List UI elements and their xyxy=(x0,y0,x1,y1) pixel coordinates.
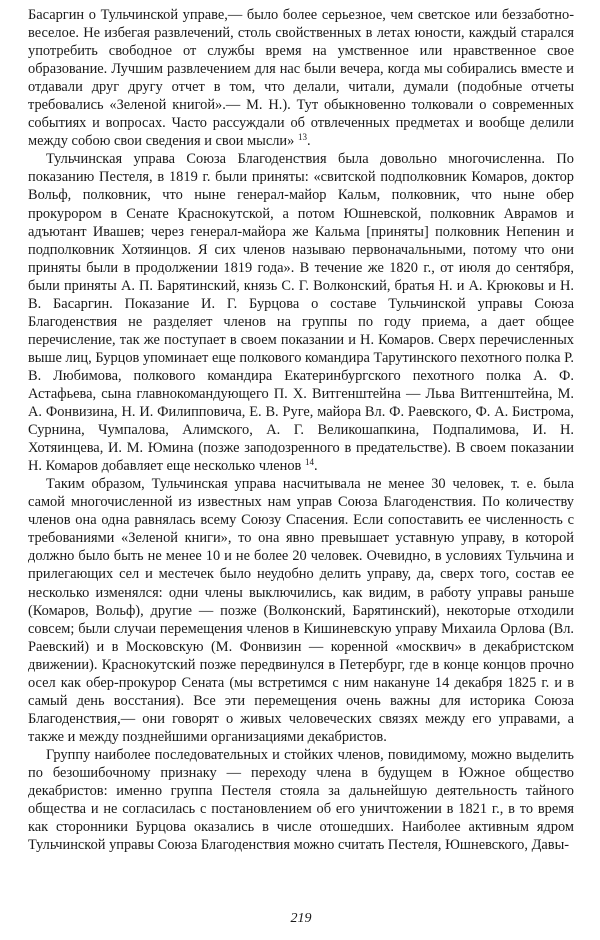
document-page xyxy=(28,6,574,934)
paragraph-text: Тульчинская управа Союза Благоденствия была довольно многочисленна. По показанию Пестеля, в 1819 г. были приняты: «свитской подполковник Комаров, доктор Вольф, полковник, что ныне генерал-майор Кальм, полковник, что ныне обер прокурором в Сенате Краснокутской, а потом Юшневской, полковник Аврамов и адъютант Ивашев; через генерал-майора же Кальма [приняты] полковник Непенин и подполковник Хотяинцов. Я сих членов называю первоначальными, потому что они приняты были в продолжении 1819 года». В течение же 1820 г., от июля до сентября, были приняты А. П. Барятинский, князь С. Г. Волконский, братья Н. и А. Крюковы и Н. В. Басаргин. Показание И. Г. Бурцова о составе Тульчинской управы Союза Благоденствия не разделяет членов на группы по году приема, а дает общее перечисление, так же поступает в своем показании и Н. Комаров. Сверх перечисленных выше лиц, Бурцов упоминает еще полкового командира Тарутинского пехотного полка Р. В. Любимова, полкового командира Екатеринбургского пехотного полка А. Ф. Астафьева, сына главнокомандующего П. Х. Витгенштейна — Льва Витгенштейна, М. А. Фонвизина, Н. И. Филипповича, Е. В. Руге, майора Вл. Ф. Раевского, Ф. А. Бистрома, Сурнина, Чумпалова, Алимского, А. Г. Великошапкина, Подпалимова, И. Н. Хотяинцева, И. М. Юмина (позже заподозренного в предательстве). В своем показании Н. Комаров добавляет еще несколько членов xyxy=(28,151,574,475)
footnote-ref-13: 13 xyxy=(297,132,307,143)
paragraph-basargin-quote: Басаргин о Тульчинской управе,— было более серьезное, чем светское или беззаботно-веселое. Не избегая развлечений, столь свойственных в летах юности, каждый старался употребить свободное от службы время на умственное или нравственное свое образование. Лучшим развлечением для нас были вечера, когда мы собирались вместе и отдавали друг другу отчет в том, что делали, читали, думали (подобные отчеты требовались «Зеленой книгой».— М. Н.). Тут обыкновенно толковали о современных событиях и вопросах. Часто рассуждали об отвлеченных предметах и вообще делили между собою свои сведения и свои мысли» $^{13}$. xyxy=(28,7,574,150)
footnote-ref-14: 14 xyxy=(304,457,314,468)
paragraph-core-group xyxy=(28,746,574,854)
page-number: 219 xyxy=(290,911,312,926)
paragraph-text: Басаргин о Тульчинской управе,— было более серьезное, чем светское или беззаботно-веселое. Не избегая развлечений, столь свойственных в летах юности, каждый старался употребить свободное от службы время на умственное или нравственное свое образование. Лучшим развлечением для нас были вечера, когда мы собирались вместе и отдавали друг другу отчет в том, что делали, читали, думали (подобные отчеты требовались «Зеленой книгой».— М. Н.). Тут обыкновенно толковали о современных событиях и вопросах. Часто рассуждали об отвлеченных предметах и вообще делили между собою свои сведения и свои мысли» xyxy=(28,7,574,150)
paragraph-tulchin-size xyxy=(28,475,574,746)
paragraph-text: Таким образом, Тульчинская управа насчитывала не менее 30 человек, т. е. была самой многочисленной из известных нам управ Союза Благоденствия. По количеству членов она одна равнялась всему Союзу Спасения. Если сопоставить ее численность с требованиями «Зеленой книги», то она явно превышает уставную управу, в которой должно было быть не менее 10 и не более 20 человек. Очевидно, в условиях Тульчина и прилегающих сел и местечек было неудобно делить управу, да, сверх того, состав ее несколько изменялся: одни члены выключились, как видим, в работу управы раньше (Комаров, Вольф), другие — позже (Волконский, Барятинский), некоторые отходили совсем; были случаи перемещения членов в Кишиневскую управу Михаила Орлова (Вл. Раевский) и в Московскую (М. Фонвизин — коренной «москвич» в декабристском движении). Краснокутский позже передвинулся в Петербург, где в конце концов прочно осел как обер-прокурор Сената (мы встретимся с ним накануне 14 декабря 1825 г. и в самый день восстания). Все эти перемещения очень важны для историка Союза Благоденствия,— они говорят о живых человеческих связях между его управами, а также и между позднейшими организациями декабристов. xyxy=(28,476,574,745)
paragraph-text: Группу наиболее последовательных и стойких членов, повидимому, можно выделить по безошибочному признаку — переходу члена в будущем в Южное общество декабристов: именно группа Пестеля стояла за дальнейшую деятельность тайного общества и не согласилась с постановлением об его уничтожении в 1821 г., в то время как сторонники Бурцова оказались в числе отошедших. Наиболее активным ядром Тульчинской управы Союза Благоденствия можно считать Пестеля, Юшневского, Давы- xyxy=(28,746,574,854)
paragraph-tulchin-members: Тульчинская управа Союза Благоденствия была довольно многочисленна. По показанию Пестеля, в 1819 г. были приняты: «свитской подполковник Комаров, доктор Вольф, полковник, что ныне генерал-майор Кальм, полковник, что ныне обер прокурором в Сенате Краснокутской, а потом Юшневской, полковник Аврамов и адъютант Ивашев; через генерал-майора же Кальма [приняты] полковник Непенин и подполковник Хотяинцов. Я сих членов называю первоначальными, потому что они приняты были в продолжении 1819 года». В течение же 1820 г., от июля до сентября, были приняты А. П. Барятинский, князь С. Г. Волконский, братья Н. и А. Крюковы и Н. В. Басаргин. Показание И. Г. Бурцова о составе Тульчинской управы Союза Благоденствия не разделяет членов на группы по году приема, а дает общее перечисление, так же поступает в своем показании и Н. Комаров. Сверх перечисленных выше лиц, Бурцов упоминает еще полкового командира Тарутинского пехотного полка Р. В. Любимова, полкового командира Екатеринбургского пехотного полка А. Ф. Астафьева, сына главнокомандующего П. Х. Витгенштейна — Льва Витгенштейна, М. А. Фонвизина, Н. И. Филипповича, Е. В. Руге, майора Вл. Ф. Раевского, Ф. А. Бистрома, Сурнина, Чумпалова, Алимского, А. Г. Великошапкина, Подпалимова, И. Н. Хотяинцева, И. М. Юмина (позже заподозренного в предательстве). В своем показании Н. Комаров добавляет еще несколько членов $^{14}$. xyxy=(28,151,574,475)
